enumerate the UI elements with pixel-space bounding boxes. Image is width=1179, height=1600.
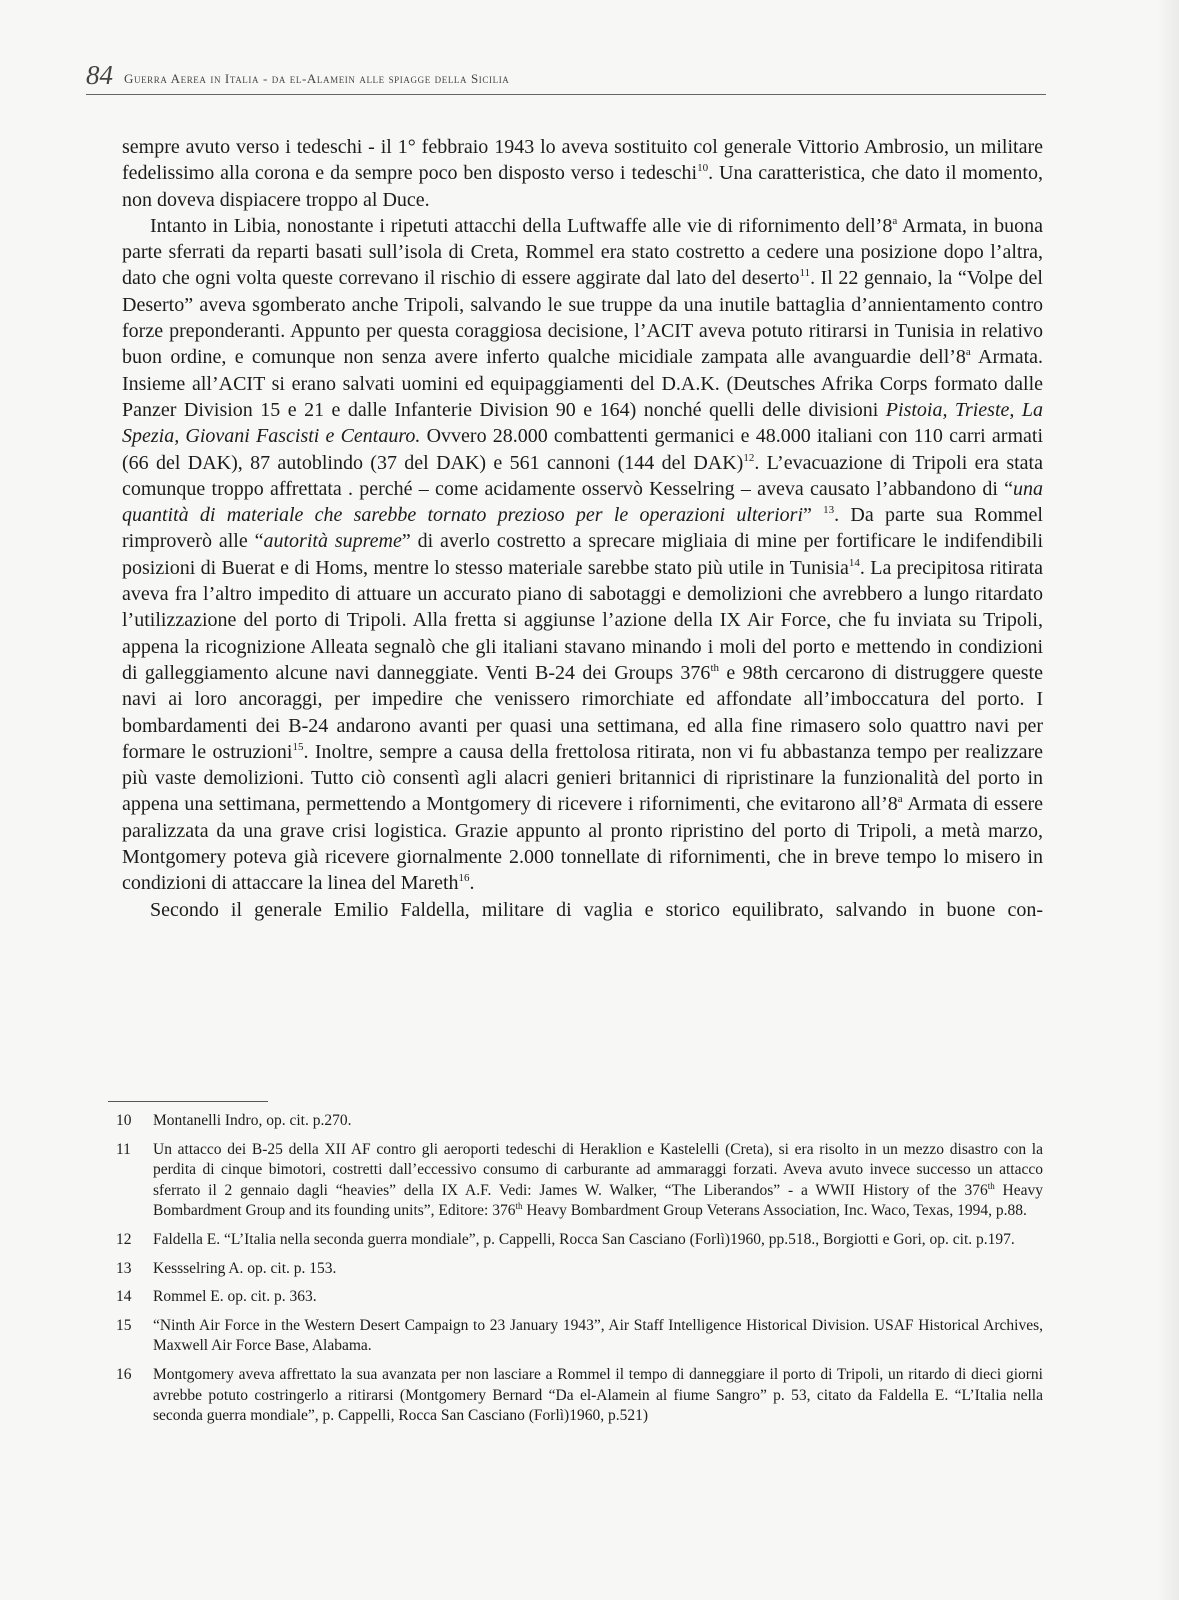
footnote-number: 14 [116, 1288, 132, 1306]
main-text [122, 134, 1043, 923]
footnote-12 [108, 1230, 1043, 1251]
text-run: . Inoltre, sempre a causa della frettolosa ritirata, non vi fu abbastanza tempo per realizzare più vaste demolizioni. Tutto ciò consentì agli alacri genieri britannici di ripristinare la funzionalità del porto in appena una settimana, permettendo a Montgomery di ricevere i rifornimenti, che evitarono all’8 [122, 740, 1044, 816]
page-number: 84 [86, 60, 113, 90]
footnote-text: Montanelli Indro, op. cit. p.270. [153, 1112, 352, 1129]
footnote-number: 16 [116, 1365, 132, 1383]
footnote-ref: 15 [292, 740, 304, 753]
text-run: . Una caratteristica, che dato il momento, non doveva dispiacere troppo al Duce. [122, 162, 1043, 211]
italic-run: autorità supreme [263, 530, 402, 553]
footnote-number: 10 [116, 1112, 132, 1129]
ordinal-superscript: a [965, 346, 971, 359]
footnote-text: Kessselring A. op. cit. p. 153. [153, 1259, 337, 1277]
footnote-10 [108, 1111, 1043, 1132]
running-title: Guerra Aerea in Italia - da el-Alamein alle spiagge della Sicilia [124, 71, 510, 86]
footnote-number: 13 [116, 1259, 132, 1277]
text-run: . [469, 872, 475, 895]
footnotes [108, 1111, 1043, 1435]
footnote-11 [108, 1140, 1043, 1222]
footnote-number: 12 [116, 1230, 132, 1248]
footnote-separator [108, 1101, 268, 1102]
footnote-ref: 13 [823, 504, 835, 517]
ordinal-superscript: a [897, 793, 903, 806]
ordinal-superscript: a [892, 214, 898, 227]
footnote-number: 15 [116, 1316, 132, 1334]
text-run: . Il 22 gennaio, la “Volpe del Deserto” aveva sgomberato anche Tripoli, salvando le sue truppe da una inutile battaglia d’annientamento contro forze preponderanti. Appunto per questa coraggiosa decisione, l’ACIT aveva potuto ritirarsi in Tunisia in relativo buon ordine, e comunque non senza avere inferto qualche micidiale zampata alle avanguardie dell’8 [122, 267, 1043, 369]
footnote-text: Rommel E. op. cit. p. 363. [153, 1288, 317, 1306]
text-run: sempre avuto verso i tedeschi - il 1° febbraio 1943 lo aveva sostituito col generale Vittorio Ambrosio, un militare fedelissimo alla corona e da sempre poco ben disposto verso i tedeschi [122, 136, 1043, 185]
paragraph-1 [122, 134, 1043, 213]
italic-run: una quantità di materiale che sarebbe tornato prezioso per le operazioni ulteriori [122, 477, 1043, 527]
text-run: Ovvero 28.000 combattenti germanici e 48.000 italiani con 110 carri armati (66 del DAK), 87 autoblindo (37 del DAK) e 561 cannoni (144 del DAK) [122, 425, 1044, 474]
footnote-text: “Ninth Air Force in the Western Desert Campaign to 23 January 1943”, Air Staff Intelligence Historical Division. USAF Historical Archives, Maxwell Air Force Base, Alabama. [153, 1316, 1043, 1355]
footnote-13 [108, 1259, 1043, 1280]
text-run: ” di averlo costretto a sprecare migliaia di mine per fortificare le indifendibili posizioni di Buerat e di Homs, mentre lo stesso materiale sarebbe stato più utile in Tunisia [122, 530, 1044, 579]
footnote-text: Un attacco dei B-25 della XII AF contro gli aeroporti tedeschi di Heraklion e Kastelelli (Creta), si era risolto in un mezzo disastro con la perdita di cinque bimotori, costretti dall’eccessivo consumo di carburante ad ammaraggi forzati. Aveva avuto invece successo un attacco sferrato il 2 gennaio dagli “heavies” della IX A.F. Vedi: James W. Walker, “The Liberandos” - a WWII History of the 376 [153, 1140, 1043, 1199]
text-run: Armata. Insieme all’ACIT si erano salvati uomini ed equipaggiamenti del D.A.K. (Deutsches Afrika Corps formato dalle Panzer Division 15 e 21 e dalle Infanterie Division 90 e 164) nonché quelli delle divisioni [122, 346, 1043, 421]
ordinal-superscript: th [515, 1201, 523, 1212]
footnote-ref: 14 [848, 556, 860, 569]
text-run: . La precipitosa ritirata aveva fra l’altro impedito di attuare un accurato piano di sabotaggi e demolizioni che avrebbero a lungo ritardato l’utilizzazione del porto di Tripoli. Alla fretta si aggiunse l’azione della IX Air Force, che fu inviata su Tripoli, appena la ricognizione Alleata segnalò che gli italiani stavano minando i moli del porto e mettendo in condizioni di galleggiamento alcune navi danneggiate. Venti B-24 dei Groups 376 [122, 556, 1044, 684]
text-run: . L’evacuazione di Tripoli era stata comunque troppo affrettata . perché – come acidamente osservò Kesselring – aveva causato l’abbandono di “ [122, 451, 1043, 500]
footnote-14 [108, 1287, 1043, 1308]
text-run: Armata di essere paralizzata da una grave crisi logistica. Grazie appunto al pronto ripristino del porto di Tripoli, a metà marzo, Montgomery poteva già ricevere giornalmente 2.000 tonnellate di rifornimenti, che in breve tempo lo misero in condizioni di attaccare la linea del Mareth [122, 793, 1044, 895]
footnote-text: Montgomery aveva affrettato la sua avanzata per non lasciare a Rommel il tempo di danneggiare il porto di Tripoli, un ritardo di dieci giorni avrebbe potuto costringerlo a ritirarsi (Montgomery Bernard “Da el-Alamein al fiume Sangro” p. 53, citato da Faldella E. “L’Italia nella seconda guerra mondiale”, p. Cappelli, Rocca San Casciano (Forlì)1960, p.521) [153, 1365, 1043, 1425]
footnote-ref: 10 [697, 162, 709, 175]
ordinal-superscript: th [987, 1180, 995, 1191]
footnote-16 [108, 1365, 1043, 1427]
paragraph-3: Secondo il generale Emilio Faldella, militare di vaglia e storico equilibrato, salvando in buone con- [150, 898, 1043, 921]
text-run: . Da parte sua Rommel rimproverò alle “ [122, 504, 1043, 553]
text-run: e 98th cercarono di distruggere queste navi ai loro ancoraggi, per impedire che venissero rimorchiate ed affondate all’imboccatura del porto. I bombardamenti dei B-24 andarono avanti per quasi una settimana, ed alla fine rimasero solo quattro navi per formare le ostruzioni [122, 661, 1043, 763]
scan-edge-shadow [1157, 0, 1179, 1600]
paragraph-2 [122, 213, 1043, 897]
footnote-ref: 16 [458, 872, 470, 885]
footnote-text: Heavy Bombardment Group Veterans Association, Inc. Waco, Texas, 1994, p.88. [522, 1202, 1027, 1220]
footnote-ref: 11 [799, 267, 811, 280]
footnote-15 [108, 1316, 1043, 1357]
text-run: ” [803, 504, 824, 527]
ordinal-superscript: th [710, 661, 719, 674]
text-run: Armata, in buona parte sferrati da reparti basati sull’isola di Creta, Rommel era stato costretto a cedere una posizione dopo l’altra, dato che ogni volta queste correvano il rischio di essere aggirate dal lato del deserto [122, 214, 1043, 290]
italic-run: Pistoia, Trieste, La Spezia, Giovani Fascisti e Centauro. [122, 398, 1043, 448]
footnote-number: 11 [116, 1140, 131, 1158]
text-run: Intanto in Libia, nonostante i ripetuti attacchi della Luftwaffe alle vie di rifornimento dell’8 [150, 214, 893, 237]
footnote-ref: 12 [743, 451, 755, 464]
footnote-text: Heavy Bombardment Group and its founding units”, Editore: 376 [153, 1181, 1044, 1220]
page-header [86, 60, 1046, 95]
footnote-text: Faldella E. “L’Italia nella seconda guerra mondiale”, p. Cappelli, Rocca San Casciano (Forlì)1960, pp.518., Borgiotti e Gori, op. cit. p.197. [153, 1230, 1015, 1248]
